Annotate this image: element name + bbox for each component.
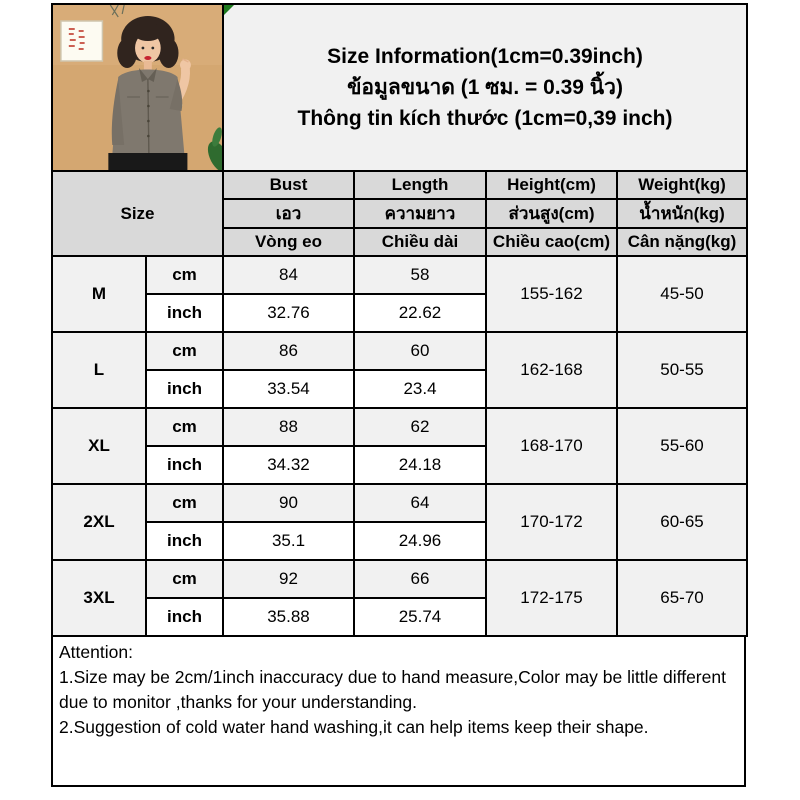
unit-inch: inch	[146, 598, 223, 636]
header-height-vi: Chiều cao(cm)	[486, 228, 617, 256]
3xl-bust-inch: 35.88	[223, 598, 354, 636]
model-photo-illustration	[53, 5, 222, 170]
row-3xl-cm	[52, 560, 747, 598]
size-label-xl: XL	[52, 408, 146, 484]
row-xl-cm	[52, 408, 747, 446]
green-corner-marker-icon	[224, 5, 234, 15]
l-bust-inch: 33.54	[223, 370, 354, 408]
2xl-length-inch: 24.96	[354, 522, 486, 560]
header-length-en: Length	[354, 171, 486, 199]
row-l-cm	[52, 332, 747, 370]
header-weight-vi: Cân nặng(kg)	[617, 228, 747, 256]
size-header: Size	[52, 171, 223, 256]
unit-cm: cm	[146, 408, 223, 446]
header-height-en: Height(cm)	[486, 171, 617, 199]
3xl-length-inch: 25.74	[354, 598, 486, 636]
l-weight: 50-55	[617, 332, 747, 408]
m-height: 155-162	[486, 256, 617, 332]
size-label-l: L	[52, 332, 146, 408]
xl-bust-cm: 88	[223, 408, 354, 446]
unit-inch: inch	[146, 370, 223, 408]
m-bust-inch: 32.76	[223, 294, 354, 332]
size-label-m: M	[52, 256, 146, 332]
header-bust-th: เอว	[223, 199, 354, 228]
unit-inch: inch	[146, 446, 223, 484]
title-english: Size Information(1cm=0.39inch)	[327, 45, 643, 68]
2xl-bust-inch: 35.1	[223, 522, 354, 560]
attention-line-2: 2.Suggestion of cold water hand washing,it can help items keep their shape.	[59, 717, 649, 737]
header-length-th: ความยาว	[354, 199, 486, 228]
m-length-inch: 22.62	[354, 294, 486, 332]
size-info-sheet	[51, 3, 746, 787]
header-bust-en: Bust	[223, 171, 354, 199]
size-label-3xl: 3XL	[52, 560, 146, 636]
attention-box	[51, 635, 746, 787]
3xl-bust-cm: 92	[223, 560, 354, 598]
m-bust-cm: 84	[223, 256, 354, 294]
2xl-height: 170-172	[486, 484, 617, 560]
title-block	[223, 4, 747, 171]
l-length-cm: 60	[354, 332, 486, 370]
header-row-en	[52, 171, 747, 199]
unit-cm: cm	[146, 560, 223, 598]
header-bust-vi: Vòng eo	[223, 228, 354, 256]
l-length-inch: 23.4	[354, 370, 486, 408]
top-row	[52, 4, 747, 171]
unit-inch: inch	[146, 522, 223, 560]
3xl-height: 172-175	[486, 560, 617, 636]
product-photo	[52, 4, 223, 171]
xl-bust-inch: 34.32	[223, 446, 354, 484]
attention-line-1: 1.Size may be 2cm/1inch inaccuracy due to hand measure,Color may be little different due to monitor ,thanks for your understanding.	[59, 667, 726, 712]
xl-length-inch: 24.18	[354, 446, 486, 484]
l-bust-cm: 86	[223, 332, 354, 370]
m-length-cm: 58	[354, 256, 486, 294]
header-length-vi: Chiều dài	[354, 228, 486, 256]
xl-weight: 55-60	[617, 408, 747, 484]
title-vietnamese: Thông tin kích thước (1cm=0,39 inch)	[297, 107, 673, 130]
size-label-2xl: 2XL	[52, 484, 146, 560]
m-weight: 45-50	[617, 256, 747, 332]
header-weight-th: น้ำหนัก(kg)	[617, 199, 747, 228]
xl-height: 168-170	[486, 408, 617, 484]
title-thai: ข้อมูลขนาด (1 ซม. = 0.39 นิ้ว)	[347, 76, 623, 99]
header-weight-en: Weight(kg)	[617, 171, 747, 199]
unit-cm: cm	[146, 484, 223, 522]
unit-cm: cm	[146, 332, 223, 370]
size-table	[51, 3, 748, 637]
unit-inch: inch	[146, 294, 223, 332]
xl-length-cm: 62	[354, 408, 486, 446]
unit-cm: cm	[146, 256, 223, 294]
row-m-cm	[52, 256, 747, 294]
3xl-weight: 65-70	[617, 560, 747, 636]
3xl-length-cm: 66	[354, 560, 486, 598]
row-2xl-cm	[52, 484, 747, 522]
l-height: 162-168	[486, 332, 617, 408]
header-height-th: ส่วนสูง(cm)	[486, 199, 617, 228]
2xl-bust-cm: 90	[223, 484, 354, 522]
2xl-weight: 60-65	[617, 484, 747, 560]
2xl-length-cm: 64	[354, 484, 486, 522]
attention-heading: Attention:	[59, 642, 133, 662]
